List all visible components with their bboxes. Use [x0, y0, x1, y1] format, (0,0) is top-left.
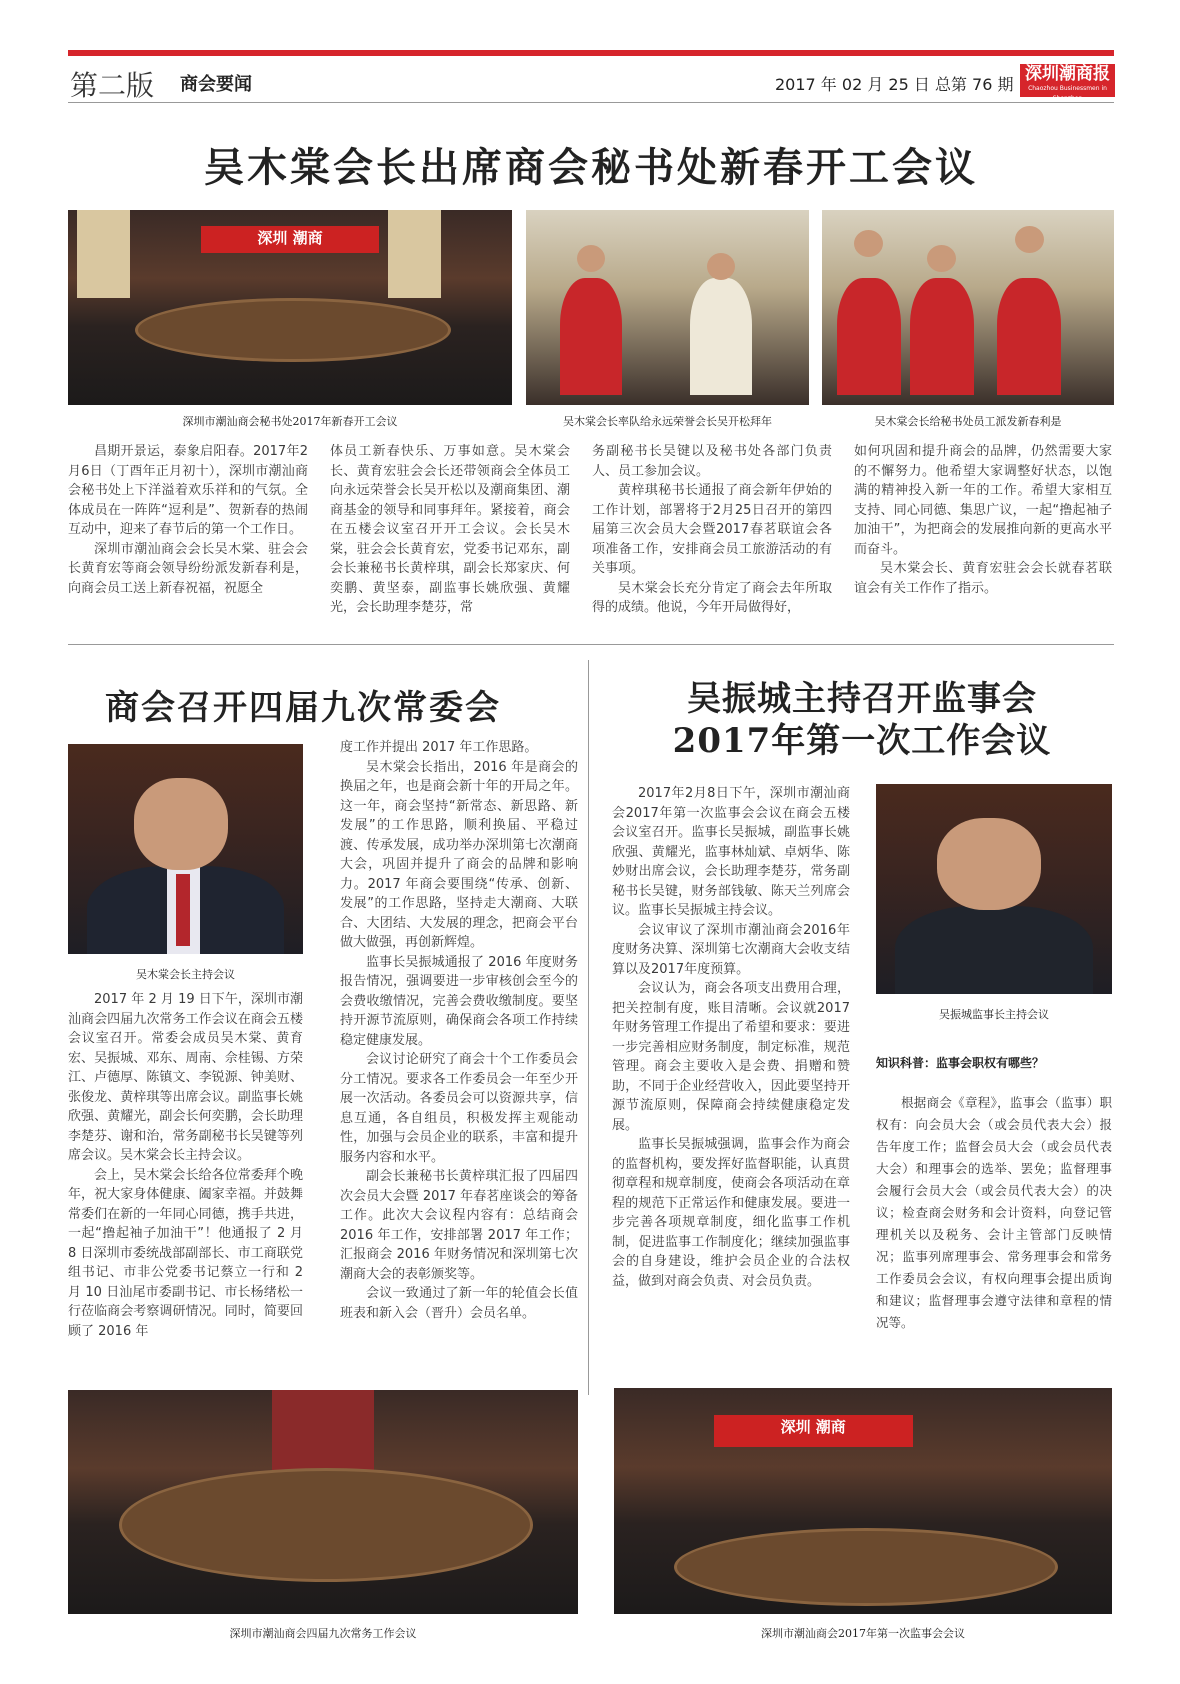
article3-column: [612, 784, 850, 1291]
new-year-visit-photo: [526, 210, 809, 405]
paragraph: 吴木棠会长、黄育宏驻会会长就春茗联谊会有关工作作了指示。: [854, 561, 1112, 596]
paragraph: 深圳市潮汕商会会长吴木棠、驻会会长黄育宏等商会领导纷纷派发新春利是，向商会员工送上新春祝福，祝愿全: [68, 541, 308, 596]
paragraph: 吴木棠会长充分肯定了商会去年所取得的成绩。他说，今年开局做得好，: [592, 580, 832, 615]
masthead-rule: [68, 50, 1114, 56]
section-label: 商会要闻: [180, 74, 252, 95]
paragraph: 体员工新春快乐、万事如意。吴木棠会长、黄育宏驻会会长还带领商会全体员工向永远荣誉会长吴开松以及潮商集团、潮商基金的领导和同事拜年。紧接着，商会在五楼会议室召开开工会议。会长吴木棠，驻会会长黄育宏，党委书记邓东，副会长兼秘书长黄梓琪，副会长郑家庆、何奕鹏、黄坚泰，副监事长姚欣强、黄耀光，会长助理李楚芬，常: [330, 444, 570, 615]
paragraph: 2017 年 2 月 19 日下午，深圳市潮汕商会四届九次常务工作会议在商会五楼会议室召开。常委会成员吴木棠、黄育宏、吴振城、邓东、周南、佘桂锡、方荣江、卢德厚、陈镇文、李锐源、钟美财、张俊龙、黄梓琪等出席会议。副监事长姚欣强、黄耀光，副会长何奕鹏，会长助理李楚芬、谢和治，常务副秘书长吴键等列席会议。吴木棠会长主持会议。: [68, 992, 303, 1163]
paragraph: 昌期开景运，泰象启阳春。2017年2月6日（丁酉年正月初十），深圳市潮汕商会秘书处上下洋溢着欢乐祥和的气氛。全体成员在一阵阵“逗利是”、贺新春的热闹互动中，迎来了春节后的第一个工作日。: [68, 444, 308, 537]
photo-banner: 深圳 潮商: [714, 1415, 913, 1447]
paragraph: 如何巩固和提升商会的品牌，仍然需要大家的不懈努力。他希望大家调整好状态，以饱满的精神投入新一年的工作。希望大家相互支持、同心同德、集思广议，一起“撸起袖子加油干”，为把商会的发展推向新的更高水平而奋斗。: [854, 444, 1112, 557]
standing-committee-photo: [68, 1390, 578, 1614]
section-divider: [68, 644, 1114, 645]
portrait-photo: [68, 744, 303, 954]
photo-caption: 深圳市潮汕商会四届九次常务工作会议: [229, 1627, 417, 1640]
paragraph: 黄梓琪秘书长通报了商会新年伊始的工作计划，部署将于2月25日召开的第四届第三次会员大会暨2017春茗联谊会各项准备工作，安排商会员工旅游活动的有关事项。: [592, 483, 832, 576]
paragraph: 会议讨论研究了商会十个工作委员会分工情况。要求各工作委员会一年至少开展一次活动。各委员会可以资源共享，信息互通，各自组员，积极发挥主观能动性，加强与会员企业的联系，丰富和提升服务内容和水平。: [340, 1052, 578, 1165]
photo-caption: 吴木棠会长率队给永远荣誉会长吴开松拜年: [563, 415, 772, 428]
paragraph: 会议审议了深圳市潮汕商会2016年度财务决算、深圳第七次潮商大会收支结算以及2017年度预算。: [612, 922, 850, 977]
photo-caption: 深圳市潮汕商会2017年第一次监事会会议: [761, 1627, 965, 1640]
paragraph: 吴木棠会长指出，2016 年是商会的换届之年，也是商会新十年的开局之年。这一年，商会坚持“新常态、新思路、新发展”的工作思路，顺利换届、平稳过渡、传承发展，成功举办深圳第七次潮商大会，巩固并提升了商会的品牌和影响力。2017 年商会要围绕“传承、创新、发展”的工作思路，坚持走大潮商、大联合、大团结、大发展的理念，把商会平台做大做强，再创新辉煌。: [340, 759, 578, 950]
newspaper-logo: [1020, 64, 1115, 102]
logo-text: 深圳潮商报: [1025, 64, 1110, 84]
article1-title: 吴木棠会长出席商会秘书处新春开工会议: [204, 144, 978, 191]
paragraph: 监事长吴振城通报了 2016 年度财务报告情况，强调要进一步审核创会至今的会费收缴情况，完善会费收缴制度。要坚持开源节流原则，确保商会各项工作持续稳定健康发展。: [340, 954, 578, 1048]
article1-column: [592, 442, 832, 618]
edition-label: 第二版: [70, 69, 155, 102]
issue-date: 2017 年 02 月 25 日 总第 76 期: [775, 75, 1014, 94]
paragraph: 会议一致通过了新一年的轮值会长值班表和新入会（晋升）会员名单。: [340, 1286, 578, 1321]
article1-column: [68, 442, 308, 598]
supervisory-board-photo: [614, 1388, 1112, 1614]
article2-column: [340, 738, 578, 1323]
knowledge-title: 知识科普：监事会职权有哪些？: [876, 1056, 1045, 1070]
header-divider: [68, 102, 1114, 103]
title-line: 2017年第一次工作会议: [672, 721, 1052, 761]
column-divider: [588, 660, 589, 1395]
knowledge-body: [876, 1092, 1112, 1334]
paragraph: 度工作并提出 2017 年工作思路。: [340, 740, 538, 755]
article2-column: [68, 990, 303, 1341]
photo-banner: 深圳 潮商: [201, 226, 379, 253]
photo-caption: 深圳市潮汕商会秘书处2017年新春开工会议: [182, 415, 398, 428]
article1-column: [854, 442, 1112, 598]
paragraph: 会议认为，商会各项支出费用合理，把关控制有度，账目清晰。会议就2017年财务管理工作提出了希望和要求：要进一步完善相应财务制度，制定标准，规范管理。商会主要收入是会费、捐赠和赞助，不同于企业经营收入，因此要坚持开源节流原则，保障商会持续健康稳定发展。: [612, 981, 850, 1133]
paragraph: 2017年2月8日下午，深圳市潮汕商会2017年第一次监事会会议在商会五楼会议室召开。监事长吴振城，副监事长姚欣强、黄耀光，监事林灿斌、卓炳华、陈妙财出席会议，会长助理李楚芬，常务副秘书长吴键，财务部钱敏、陈天兰列席会议。监事长吴振城主持会议。: [612, 786, 850, 918]
title-line: 吴振城主持召开监事会: [687, 679, 1037, 719]
paragraph: 监事长吴振城强调，监事会作为商会的监督机构，要发挥好监督职能，认真贯彻章程和规章制度，使商会各项活动在章程的规范下正常运作和健康发展。要进一步完善各项规章制度，细化监事工作机制，促进监事工作制度化；继续加强监事会的自身建设，维护会员企业的合法权益，做到对商会负责、对会员负责。: [612, 1137, 850, 1289]
paragraph: 根据商会《章程》，监事会（监事）职权有：向会员大会（或会员代表大会）报告年度工作；监督会员大会（或会员代表大会）和理事会的选举、罢免；监督理事会履行会员大会（或会员代表大会）的决议；检查商会财务和会计资料，向登记管理机关以及税务、会计主管部门反映情况；监事列席理事会、常务理事会和常务工作委员会会议，有权向理事会提出质询和建议；监督理事会遵守法律和章程的情况等。: [876, 1095, 1112, 1330]
paragraph: 务副秘书长吴键以及秘书处各部门负责人、员工参加会议。: [592, 444, 832, 479]
article2-title: 商会召开四届九次常委会: [105, 688, 501, 728]
paragraph: 会上，吴木棠会长给各位常委拜个晚年，祝大家身体健康、阖家幸福。并鼓舞常委们在新的一年同心同德，携手共进，一起“撸起袖子加油干”！他通报了 2 月 8 日深圳市委统战部副部长、市工商联党组书记、市非公党委书记蔡立一行和 2 月 10 日汕尾市委副书记、市长杨绪松一行莅临商会考察调研情况。同时，简要回顾了 2016 年: [68, 1167, 303, 1339]
red-envelope-photo: [822, 210, 1114, 405]
article1-column: [330, 442, 570, 618]
photo-caption: 吴木棠会长给秘书处员工派发新春利是: [874, 415, 1062, 428]
logo-subtext: Chaozhou Businessmen in Shenzhen: [1028, 85, 1107, 102]
portrait-caption: 吴木棠会长主持会议: [136, 968, 235, 981]
paragraph: 副会长兼秘书长黄梓琪汇报了四届四次会员大会暨 2017 年春茗座谈会的筹备工作。此次大会议程内容有：总结商会 2016 年工作，安排部署 2017 年工作；汇报商会 2016 年财务情况和深圳第七次潮商大会的表彰颁奖等。: [340, 1169, 578, 1282]
meeting-photo: [68, 210, 512, 405]
article3-title: [612, 678, 1112, 762]
portrait-photo: [876, 784, 1112, 994]
portrait-caption: 吴振城监事长主持会议: [939, 1008, 1049, 1021]
